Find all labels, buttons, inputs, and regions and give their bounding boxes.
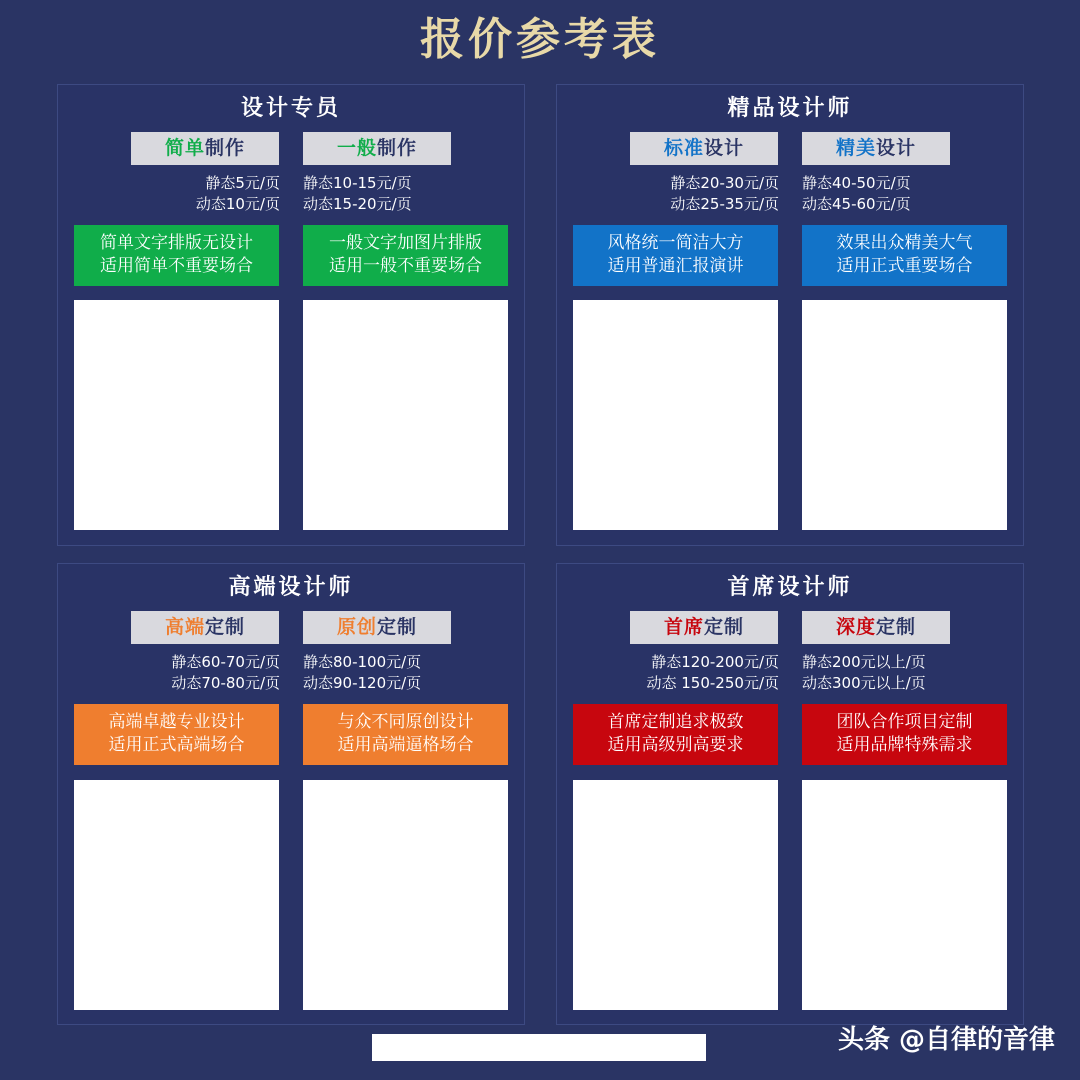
tier-description	[303, 225, 508, 286]
desc-line: 与众不同原创设计	[337, 712, 474, 732]
panel-title: 首席设计师	[727, 574, 853, 600]
price-block	[802, 173, 1002, 217]
dynamic-price: 动态10元/页	[195, 195, 280, 213]
pill-rest: 制作	[205, 137, 246, 159]
pill-rest: 定制	[876, 616, 917, 638]
tier-description	[303, 704, 508, 765]
tier-pill-exquisite[interactable]	[802, 132, 950, 165]
pill-highlight: 原创	[336, 616, 377, 638]
tier-pill-standard[interactable]	[630, 132, 778, 165]
sample-image-placeholder	[573, 780, 778, 1010]
tier-pill-original[interactable]	[303, 611, 451, 644]
pill-highlight: 首席	[663, 616, 704, 638]
desc-line: 适用品牌特殊需求	[836, 735, 973, 755]
static-price: 静态5元/页	[205, 174, 280, 192]
sample-image-placeholder	[802, 300, 1007, 530]
price-block	[303, 652, 503, 696]
static-price: 静态40-50元/页	[802, 174, 911, 192]
desc-line: 团队合作项目定制	[836, 712, 973, 732]
tier-pill-highend[interactable]	[131, 611, 279, 644]
tier-pill-deep[interactable]	[802, 611, 950, 644]
pill-highlight: 一般	[336, 137, 377, 159]
pill-highlight: 高端	[164, 616, 205, 638]
tier-description	[573, 225, 778, 286]
desc-line: 适用正式重要场合	[836, 256, 973, 276]
sample-image-placeholder	[573, 300, 778, 530]
tier-pill-general[interactable]	[303, 132, 451, 165]
dynamic-price: 动态300元以上/页	[802, 674, 926, 692]
static-price: 静态10-15元/页	[303, 174, 412, 192]
tier-description	[74, 704, 279, 765]
desc-line: 首席定制追求极致	[607, 712, 744, 732]
pill-highlight: 简单	[164, 137, 205, 159]
panel-title: 精品设计师	[727, 95, 853, 121]
dynamic-price: 动态90-120元/页	[303, 674, 422, 692]
static-price: 静态60-70元/页	[171, 653, 280, 671]
sample-image-placeholder	[802, 780, 1007, 1010]
sample-image-placeholder	[74, 780, 279, 1010]
price-block	[579, 173, 779, 217]
pill-rest: 制作	[377, 137, 418, 159]
desc-line: 简单文字排版无设计	[100, 233, 253, 253]
price-block	[303, 173, 503, 217]
page-title: 报价参考表	[420, 14, 660, 65]
tier-description	[74, 225, 279, 286]
static-price: 静态120-200元/页	[651, 653, 779, 671]
footer-bar	[372, 1034, 706, 1061]
desc-line: 适用高端逼格场合	[337, 735, 474, 755]
panel-premium-designer	[556, 84, 1024, 546]
static-price: 静态200元以上/页	[802, 653, 926, 671]
tier-description	[802, 704, 1007, 765]
pill-rest: 定制	[377, 616, 418, 638]
desc-line: 高端卓越专业设计	[108, 712, 245, 732]
static-price: 静态20-30元/页	[670, 174, 779, 192]
panel-design-specialist	[57, 84, 525, 546]
desc-line: 适用正式高端场合	[108, 735, 245, 755]
price-block	[802, 652, 1002, 696]
dynamic-price: 动态 150-250元/页	[646, 674, 779, 692]
panel-title: 设计专员	[240, 95, 341, 121]
desc-line: 适用简单不重要场合	[100, 256, 253, 276]
pill-rest: 设计	[876, 137, 917, 159]
tier-description	[573, 704, 778, 765]
tier-description	[802, 225, 1007, 286]
pill-rest: 定制	[205, 616, 246, 638]
pill-highlight: 深度	[835, 616, 876, 638]
panel-title: 高端设计师	[228, 574, 354, 600]
pill-highlight: 标准	[663, 137, 704, 159]
sample-image-placeholder	[303, 300, 508, 530]
panel-highend-designer	[57, 563, 525, 1025]
desc-line: 适用一般不重要场合	[329, 256, 482, 276]
watermark-text: 头条 @自律的音律	[837, 1025, 1055, 1055]
pill-rest: 设计	[704, 137, 745, 159]
sample-image-placeholder	[74, 300, 279, 530]
price-block	[80, 173, 280, 217]
desc-line: 一般文字加图片排版	[329, 233, 482, 253]
pill-highlight: 精美	[835, 137, 876, 159]
desc-line: 适用普通汇报演讲	[607, 256, 744, 276]
dynamic-price: 动态70-80元/页	[171, 674, 280, 692]
desc-line: 风格统一简洁大方	[607, 233, 744, 253]
panel-chief-designer	[556, 563, 1024, 1025]
sample-image-placeholder	[303, 780, 508, 1010]
price-block	[579, 652, 779, 696]
desc-line: 适用高级别高要求	[607, 735, 744, 755]
tier-pill-simple[interactable]	[131, 132, 279, 165]
tier-pill-chief[interactable]	[630, 611, 778, 644]
dynamic-price: 动态15-20元/页	[303, 195, 412, 213]
dynamic-price: 动态45-60元/页	[802, 195, 911, 213]
static-price: 静态80-100元/页	[303, 653, 422, 671]
pill-rest: 定制	[704, 616, 745, 638]
dynamic-price: 动态25-35元/页	[670, 195, 779, 213]
price-block	[80, 652, 280, 696]
desc-line: 效果出众精美大气	[836, 233, 973, 253]
